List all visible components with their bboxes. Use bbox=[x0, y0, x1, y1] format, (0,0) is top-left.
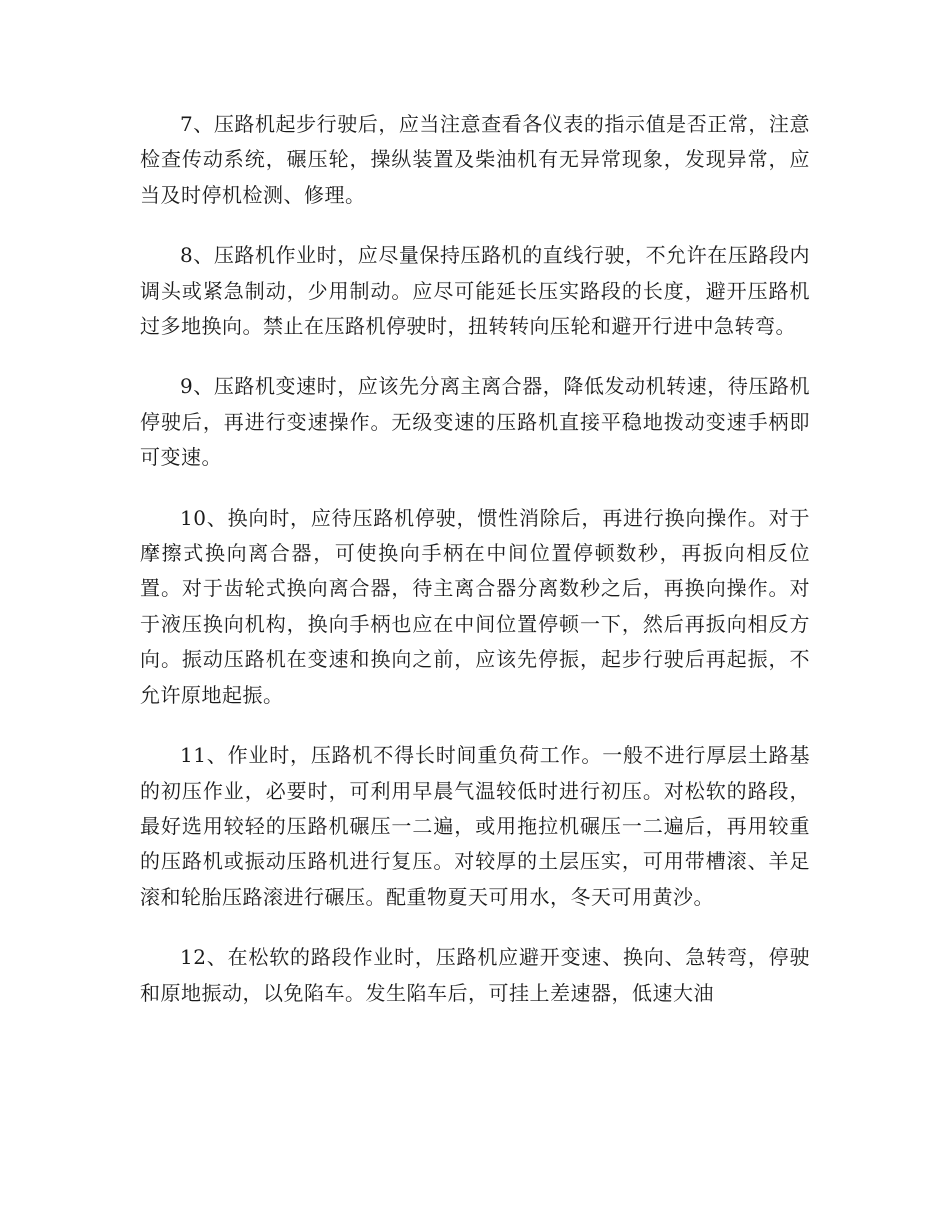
paragraph-8: 8、压路机作业时，应尽量保持压路机的直线行驶，不允许在压路段内调头或紧急制动，少用制动。应尽可能延长压实路段的长度，避开压路机过多地换向。禁止在压路机停驶时，扭转转向压轮和避开行进中急转弯。 bbox=[140, 243, 810, 339]
document-body bbox=[140, 107, 810, 1036]
paragraph-12: 12、在松软的路段作业时，压路机应避开变速、换向、急转弯，停驶和原地振动，以免陷车。发生陷车后，可挂上差速器，低速大油 bbox=[140, 945, 810, 1005]
paragraph-11: 11、作业时，压路机不得长时间重负荷工作。一般不进行厚层土路基的初压作业，必要时，可利用早晨气温较低时进行初压。对松软的路段，最好选用较轻的压路机碾压一二遍，或用拖拉机碾压一二遍后，再用较重的压路机或振动压路机进行复压。对较厚的土层压实，可用带槽滚、羊足滚和轮胎压路滚进行碾压。配重物夏天可用水，冬天可用黄沙。 bbox=[140, 743, 810, 909]
paragraph-9: 9、压路机变速时，应该先分离主离合器，降低发动机转速，待压路机停驶后，再进行变速操作。无级变速的压路机直接平稳地拨动变速手柄即可变速。 bbox=[140, 374, 810, 470]
paragraph-10: 10、换向时，应待压路机停驶，惯性消除后，再进行换向操作。对于摩擦式换向离合器，可使换向手柄在中间位置停顿数秒，再扳向相反位置。对于齿轮式换向离合器，待主离合器分离数秒之后，再换向操作。对于液压换向机构，换向手柄也应在中间位置停顿一下，然后再扳向相反方向。振动压路机在变速和换向之前，应该先停振，起步行驶后再起振，不允许原地起振。 bbox=[140, 505, 810, 707]
paragraph-7: 7、压路机起步行驶后，应当注意查看各仪表的指示值是否正常，注意检查传动系统，碾压轮，操纵装置及柴油机有无异常现象，发现异常，应当及时停机检测、修理。 bbox=[140, 112, 810, 207]
